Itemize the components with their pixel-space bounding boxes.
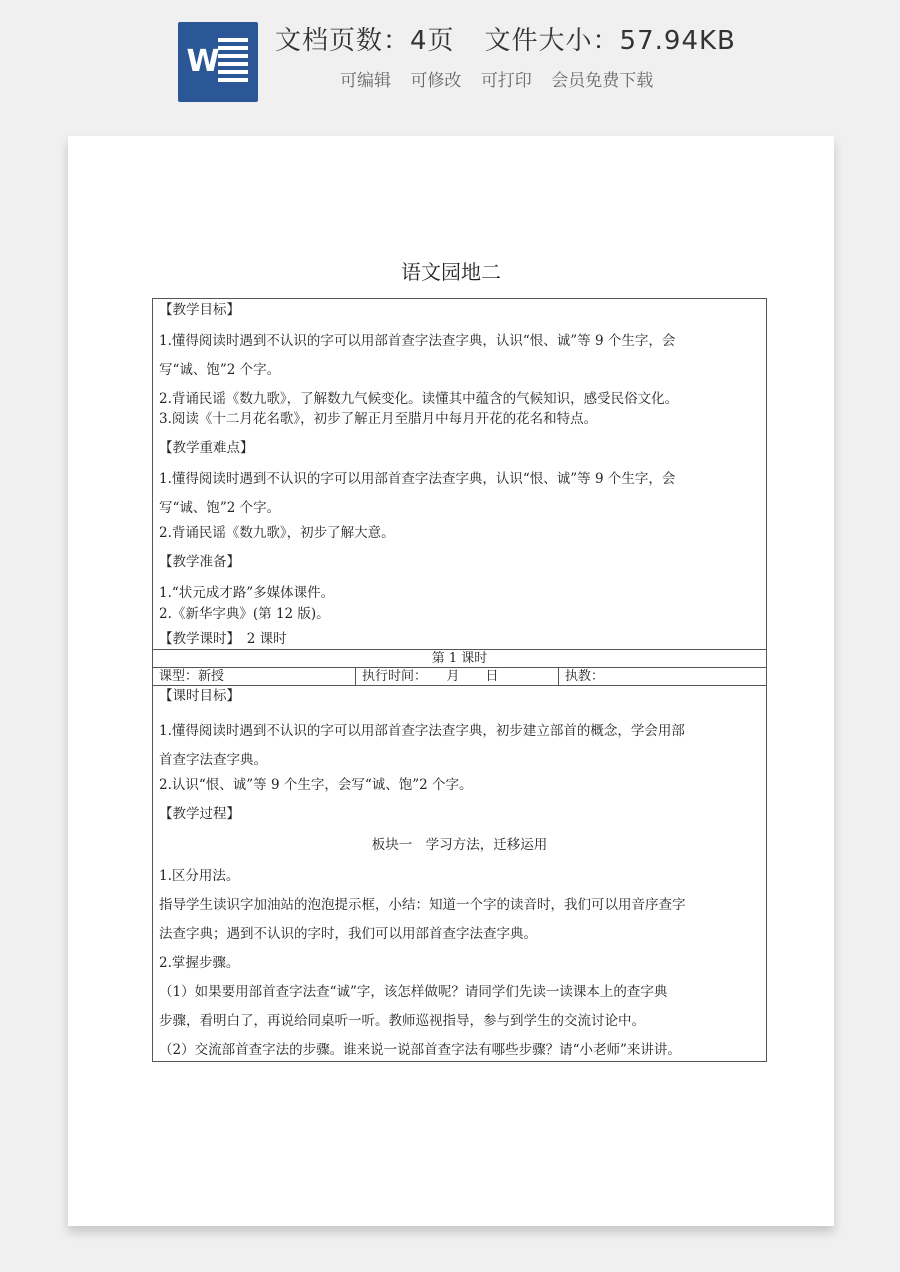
page-count: 文档页数：4页 [275, 26, 455, 56]
paragraph: 写“诚、饱”2 个字。 [159, 500, 281, 516]
teacher-field: 执教： [559, 668, 767, 686]
file-size: 文件大小：57.94KB [484, 26, 736, 56]
section-heading: 【教学目标】 [159, 302, 240, 318]
doc-header [0, 0, 900, 130]
word-icon [178, 22, 258, 102]
document-page [68, 136, 834, 1226]
section-heading: 【教学课时】 2 课时 [159, 631, 287, 647]
lesson-plan-table [152, 298, 767, 1062]
feature-modifiable: 可修改 [410, 71, 462, 91]
paragraph: 1.懂得阅读时遇到不认识的字可以用部首查字法查字典，认识“恨、诚”等 9 个生字，会 [159, 471, 676, 487]
section-heading: 【教学准备】 [159, 554, 240, 570]
paragraph: 3.阅读《十二月花名歌》，初步了解正月至腊月中每月开花的花名和特点。 [159, 411, 598, 427]
paragraph: 1.“状元成才路”多媒体课件。 [159, 585, 335, 601]
paragraph: 2.背诵民谣《数九歌》，初步了解大意。 [159, 525, 395, 541]
paragraph: 法查字典；遇到不认识的字时，我们可以用部首查字法查字典。 [159, 926, 537, 942]
feature-member-download: 会员免费下载 [551, 71, 654, 91]
paragraph: 2.《新华字典》(第 12 版)。 [159, 606, 330, 622]
paragraph: （1）如果要用部首查字法查“诚”字，该怎样做呢？请同学们先读一读课本上的查字典 [159, 984, 668, 1000]
paragraph: 写“诚、饱”2 个字。 [159, 362, 281, 378]
paragraph: 1.懂得阅读时遇到不认识的字可以用部首查字法查字典，初步建立部首的概念，学会用部 [159, 723, 685, 739]
lesson-number: 第 1 课时 [153, 650, 767, 668]
lesson-type: 课型：新授 [153, 668, 356, 686]
plan-overview-cell [153, 299, 767, 650]
section-heading: 【教学重难点】 [159, 440, 254, 456]
page-title: 语文园地二 [401, 260, 501, 284]
lesson-detail-cell [153, 686, 767, 1062]
doc-info-title [275, 20, 736, 57]
feature-list [340, 66, 663, 91]
paragraph: 2.认识“恨、诚”等 9 个生字，会写“诚、饱”2 个字。 [159, 777, 473, 793]
paragraph: 首查字法查字典。 [159, 752, 267, 768]
paragraph: 1.区分用法。 [159, 868, 240, 884]
section-heading: 【教学过程】 [159, 806, 240, 822]
paragraph: （2）交流部首查字法的步骤。谁来说一说部首查字法有哪些步骤？请“小老师”来讲讲。 [159, 1042, 681, 1058]
paragraph: 指导学生读识字加油站的泡泡提示框，小结：知道一个字的读音时，我们可以用音序查字 [159, 897, 686, 913]
paragraph: 2.掌握步骤。 [159, 955, 240, 971]
paragraph: 步骤，看明白了，再说给同桌听一听。教师巡视指导，参与到学生的交流讨论中。 [159, 1013, 645, 1029]
text-lines-icon [218, 38, 248, 86]
feature-editable: 可编辑 [340, 71, 391, 91]
word-letter: W [186, 44, 220, 79]
execution-time: 执行时间： 月 日 [356, 668, 559, 686]
section-heading: 【课时目标】 [159, 688, 240, 704]
block-title: 板块一 学习方法，迁移运用 [371, 837, 548, 853]
paragraph: 1.懂得阅读时遇到不认识的字可以用部首查字法查字典，认识“恨、诚”等 9 个生字，会 [159, 333, 676, 349]
paragraph: 2.背诵民谣《数九歌》，了解数九气候变化。读懂其中蕴含的气候知识，感受民俗文化。 [159, 391, 679, 407]
feature-printable: 可打印 [480, 71, 532, 91]
